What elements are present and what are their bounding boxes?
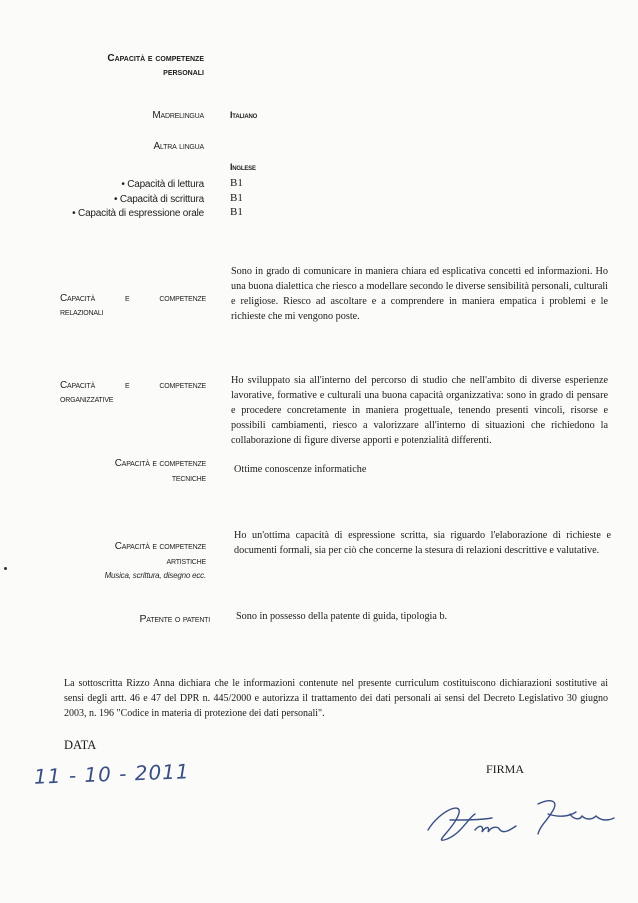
license-label: Patente o patenti (139, 613, 210, 625)
relational-label-line2: relazionali (60, 307, 104, 318)
date-handwritten: 11 - 10 - 2011 (33, 759, 191, 789)
other-language-label: Altra lingua (153, 141, 204, 152)
artistic-note: Musica, scrittura, disegno ecc. (104, 571, 206, 580)
organizational-label-line2: organizzative (60, 394, 114, 405)
signature-image (420, 790, 620, 860)
license-text: Sono in possesso della patente di guida, tipologia b. (236, 611, 448, 622)
signature-label: FIRMA (486, 762, 525, 776)
declaration-text: La sottoscritta Rizzo Anna dichiara che le informazioni contenute nel presente curriculum costituiscono dichiarazioni sostitutive ai sensi degli artt. 46 e 47 del DPR n. 445/2000 e autorizza il trattamento dei dati personali ai sensi del Decreto Legislativo 30 giugno 2003, n. 196 "Codice in materia di protezione dei dati personali". (64, 678, 608, 719)
technical-label (60, 456, 206, 486)
skill-reading-label: • Capacità di lettura (121, 179, 204, 190)
skill-reading-level: B1 (230, 177, 243, 189)
organizational-label (60, 380, 206, 405)
artistic-label-line2: artistiche (166, 556, 206, 567)
organizational-label-line1: Capacità e competenze (60, 380, 206, 391)
skill-writing-level: B1 (230, 192, 243, 204)
organizational-text: Ho sviluppato sia all'interno del percorso di studio che nell'ambito di diverse esperienze lavorative, formative e culturali una buona capacità organizzativa: sono in grado di pensare e procedere concretamente in maniera progettuale, tenendo presenti vincoli, risorse e possibili cambiamenti, riesco a valorizzare all'interno di situazioni che richiedono la collaborazione di figure diverse apporti e potenzialità differenti. (231, 375, 608, 446)
skill-speaking-label: • Capacità di espressione orale (72, 208, 204, 219)
date-label: DATA (64, 738, 97, 752)
technical-label-line2: tecniche (171, 473, 206, 484)
artistic-text: Ho un'ottima capacità di espressione scritta, sia riguardo l'elaborazione di richieste e documenti formali, sia per ciò che concerne la stesura di relazioni descrittive e valutative. (234, 530, 611, 556)
skill-writing-label: • Capacità di scrittura (113, 194, 204, 205)
margin-mark (4, 567, 7, 570)
relational-label-line1: Capacità e competenze (60, 293, 206, 304)
heading-line2: personali (163, 67, 204, 78)
technical-label-line1: Capacità e competenze (114, 458, 206, 469)
section-heading-personali (40, 52, 204, 80)
technical-text: Ottime conoscenze informatiche (234, 464, 367, 475)
other-language-value: Inglese (230, 162, 256, 172)
heading-line1: Capacità e competenze (107, 53, 204, 64)
mother-tongue-value: Italiano (230, 110, 258, 120)
artistic-label (60, 539, 206, 582)
artistic-label-line1: Capacità e competenze (114, 541, 206, 552)
relational-text: Sono in grado di comunicare in maniera chiara ed esplicativa concetti ed informazioni. Ho una buona dialettica che riesco a modellare secondo le diverse sensibilità personali, culturali e religiose. Riesco ad ascoltare e a comprendere in maniera empatica i problemi e le richieste che mi vengono poste. (231, 266, 608, 322)
mother-tongue-label: Madrelingua (152, 110, 204, 121)
relational-label (60, 293, 206, 318)
skill-speaking-level: B1 (230, 206, 243, 218)
